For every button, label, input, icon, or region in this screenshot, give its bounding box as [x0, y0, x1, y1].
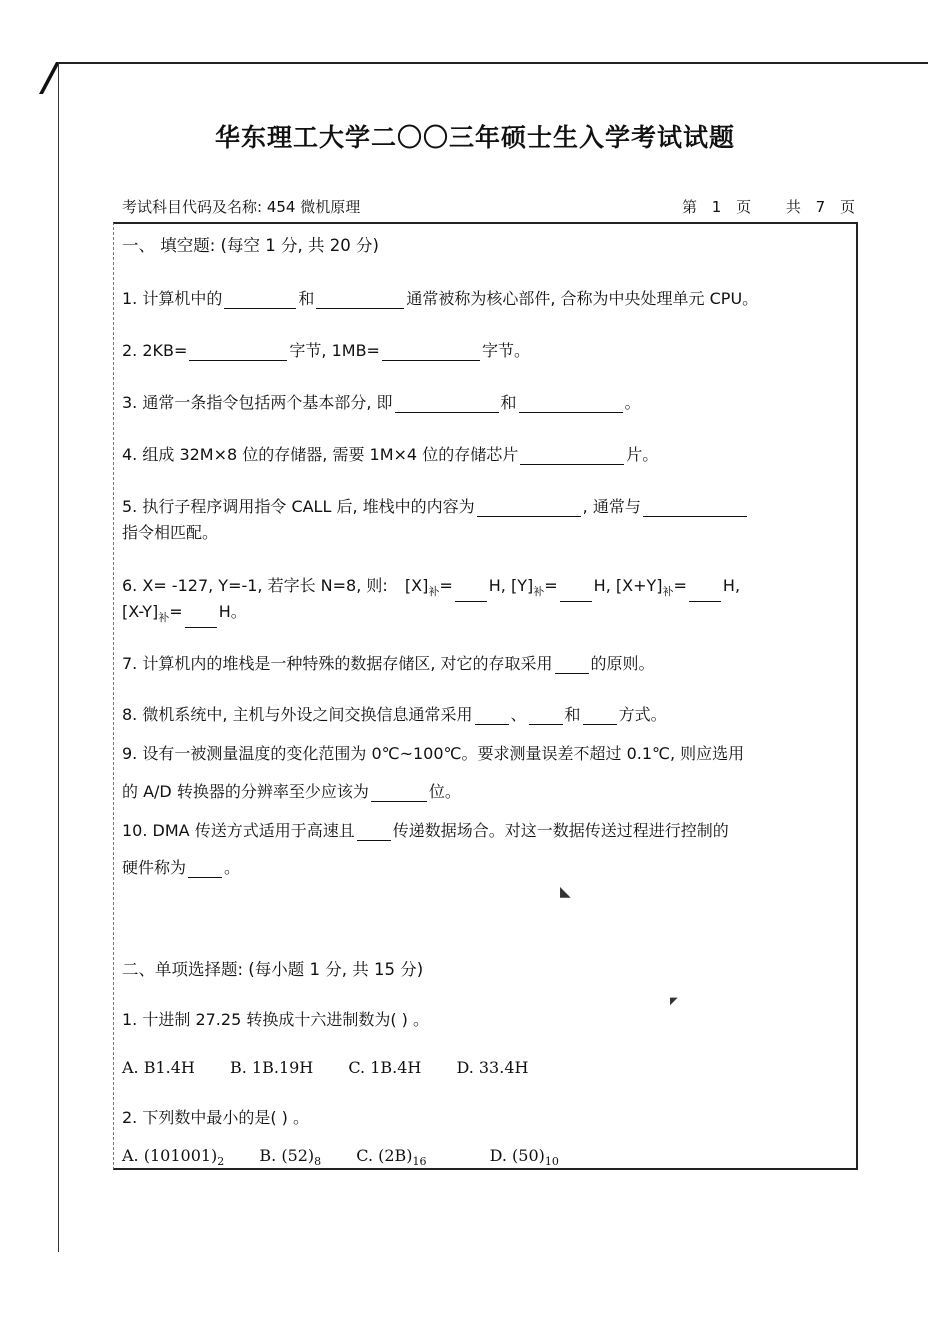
q1-9: 9. 设有一被测量温度的变化范围为 0℃~100℃。要求测量误差不超过 0.1℃, 则应选用 — [122, 744, 745, 763]
q1-8: 8. 微机系统中, 主机与外设之间交换信息通常采用 、 和 方式。 — [122, 705, 667, 724]
answer-blank — [475, 708, 509, 725]
total-label-1: 共 — [785, 198, 801, 216]
page-label-2: 页 — [736, 198, 752, 216]
exam-meta — [122, 196, 855, 217]
answer-blank — [382, 344, 480, 361]
answer-blank — [188, 861, 222, 878]
q1-3: 3. 通常一条指令包括两个基本部分, 即 和 。 — [122, 393, 641, 412]
option-d: D. 33.4H — [456, 1058, 529, 1077]
exam-title: 华东理工大学二〇〇三年硕士生入学考试试题 — [214, 123, 735, 152]
section1-heading: 一、 填空题: (每空 1 分, 共 20 分) — [122, 236, 379, 255]
answer-blank — [560, 585, 592, 602]
q1-5-cont: 指令相匹配。 — [122, 523, 219, 542]
answer-blank — [455, 585, 487, 602]
answer-blank — [395, 396, 499, 413]
q1-1: 1. 计算机中的 和 通常被称为核心部件, 合称为中央处理单元 CPU。 — [122, 289, 759, 308]
option-d: D. $(50)_{10}$ — [489, 1146, 559, 1169]
option-c: C. 1B.4H — [348, 1058, 422, 1077]
q2-2-options — [122, 1146, 852, 1172]
total-label-2: 页 — [839, 198, 855, 216]
section2-heading: 二、单项选择题: (每小题 1 分, 共 15 分) — [122, 960, 424, 979]
q1-4: 4. 组成 32M×8 位的存储器, 需要 1M×4 位的存储芯片 片。 — [122, 445, 659, 464]
answer-blank — [555, 657, 589, 674]
q1-2: 2. 2KB= 字节, 1MB= 字节。 — [122, 341, 530, 360]
answer-blank — [357, 824, 391, 841]
answer-blank — [316, 292, 404, 309]
q1-9-cont: 的 A/D 转换器的分辨率至少应该为 位。 — [122, 782, 461, 801]
answer-blank — [529, 708, 563, 725]
scan-speck-1: ◣ — [560, 884, 571, 900]
option-c: C. $(2B)_{16}$ — [356, 1146, 427, 1169]
answer-blank — [519, 396, 623, 413]
corner-mark — [39, 62, 86, 94]
option-a: A. B1.4H — [122, 1058, 195, 1077]
q1-7: 7. 计算机内的堆栈是一种特殊的数据存储区, 对它的存取采用 的原则。 — [122, 654, 655, 673]
scan-speck-2: ◤ — [670, 996, 678, 1007]
option-a: A. $(101001)_2$ — [122, 1146, 225, 1169]
q2-1: 1. 十进制 27.25 转换成十六进制数为( ) 。 — [122, 1010, 429, 1029]
answer-blank — [643, 500, 747, 517]
scan-border-left — [58, 62, 59, 1252]
answer-blank — [520, 448, 624, 465]
page-indicator — [672, 196, 855, 217]
answer-blank — [477, 500, 581, 517]
q1-6: 6. X= -127, Y=-1, 若字长 N=8, 则: $[X]_补= H$, $[Y]_补= H$, $[X+Y]_补= H$, — [122, 576, 852, 602]
q1-10: 10. DMA 传送方式适用于高速且 传递数据场合。对这一数据传送过程进行控制的 — [122, 821, 729, 840]
q1-5: 5. 执行子程序调用指令 CALL 后, 堆栈中的内容为 , 通常与 — [122, 497, 852, 517]
page-number: 1 — [711, 198, 722, 216]
q1-10-cont: 硬件称为 。 — [122, 858, 241, 877]
subject-label: 考试科目代码及名称: 454 微机原理 — [122, 198, 361, 216]
q2-1-options — [122, 1058, 852, 1078]
option-b: B. $(52)_8$ — [259, 1146, 322, 1169]
answer-blank — [689, 585, 721, 602]
option-b: B. 1B.19H — [229, 1058, 314, 1077]
total-pages: 7 — [815, 198, 826, 216]
scan-border-top — [58, 62, 928, 64]
answer-blank — [583, 708, 617, 725]
page-label-1: 第 — [681, 198, 697, 216]
answer-blank — [224, 292, 296, 309]
answer-blank — [185, 611, 217, 628]
answer-blank — [189, 344, 287, 361]
q1-6-cont: $[X-Y]_补= H$。 — [122, 602, 852, 628]
answer-blank — [371, 785, 427, 802]
q2-2: 2. 下列数中最小的是( ) 。 — [122, 1108, 310, 1127]
